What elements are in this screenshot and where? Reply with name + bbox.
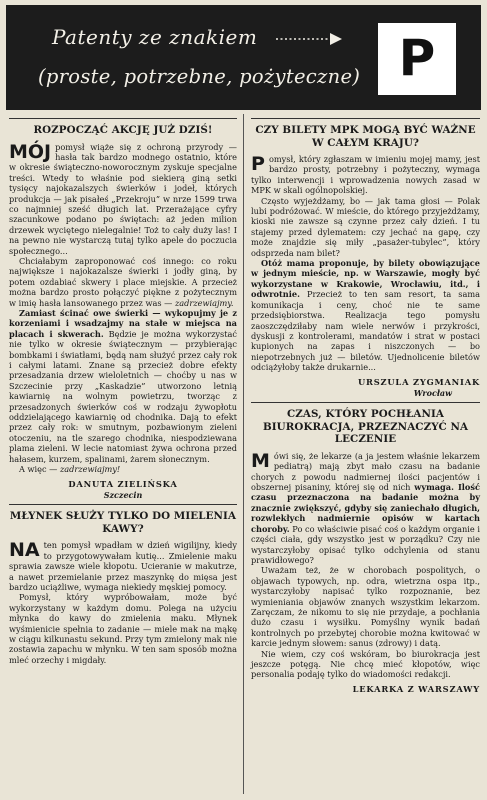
- article-paragraph: Zamiast ścinać owe świerki — wykopujmy je z korzeniami i wsadzajmy na stałe w miejsca na placach i skwerach. Będzie je można wykorzystać nie tylko w okresie świątecznym — przybierając bombkami i światłami, będą nam służyć przez cały rok i całymi latami. Znane są przecież dobre efekty przesadzania drzew wieloletnich — choćby u nas w Szczecinie przy „Kaskadzie” utworzono letnią kawiarnię na wolnym powietrzu, tworząc z przesadzonych świerków coś w rodzaju żywopłotu oddzielającego kawiarnię od chodnika. Dają to efekt przez cały rok: w smutnym, pozbawionym zieleni otoczeniu, na tle szarego chodnika, niespodziewana plama zieleni. W lecie natomiast żywa ochrona przed hałasem, kurzem, spalinami, żarem słonecznym.: [9, 308, 237, 464]
- drop-cap: NA: [9, 539, 40, 562]
- logo-letter: P: [398, 29, 436, 87]
- divider: [9, 504, 237, 505]
- header-title: Patenty ze znakiem: [52, 25, 258, 49]
- header-subtitle: (proste, potrzebne, pożyteczne): [38, 65, 361, 88]
- column-divider: [243, 114, 244, 794]
- article-title-bureaucracy: CZAS, KTÓRY POCHŁANIA BIUROKRACJA, PRZEZNACZYĆ NA LECZENIE: [262, 408, 469, 446]
- patent-logo: [378, 23, 456, 95]
- author-place: Wrocław: [413, 387, 452, 398]
- author-place: Szczecin: [103, 489, 143, 500]
- article-paragraph: Chciałabym zaproponować coś innego: co roku największe i najokazalsze świerki i jodły giną, by potem ozdabiać skwery i place miejskie. A przecież można bardzo prosto połączyć piękne z pożytecznym w imię hasła lansowanego przez was — zadrzewiajmy.: [9, 255, 237, 308]
- drop-cap: P: [251, 153, 265, 175]
- divider: [9, 118, 237, 119]
- header-banner: [6, 5, 481, 110]
- author-signature: DANUTA ZIELIŃSKA: [68, 478, 178, 489]
- article-title-coffee-grinder: MŁYNEK SŁUŻY TYLKO DO MIELENIA KAWY?: [9, 510, 237, 535]
- divider: [251, 402, 480, 403]
- article-paragraph: Otóż mama proponuje, by bilety obowiązujące w jednym mieście, np. w Warszawie, mogły być wykorzystane w Krakowie, Wrocławiu, itd., i odwrotnie. Przecież to ten sam resort, ta sama komunikacja i ceny, choć nie te same przedsiębiorstwa. Realizacja tego pomysłu zaoszczędziłaby nam wiele nerwów i przykrości, dyskusji z kontrolerami, mandatów i strat w postaci kupionych na zapas i niszczonych — bo niepotrzebnych już — biletów. Ujednolicenie biletów odciążyłoby także drukarnie...: [251, 258, 480, 373]
- article-paragraph: Często wyjeżdżamy, bo — jak tama głosi — Polak lubi podróżować. W mieście, do którego przyjeżdżamy, kioski nie zawsze są czynne przez cały dzień. I tu stajemy przed dylematem: czy jechać na gapę, czy może znajdzie się miły „pasażer-tubylec”, który odsprzeda nam bilet?: [251, 195, 480, 258]
- article-paragraph: A więc — zadrzewiajmy!: [19, 464, 121, 475]
- article-paragraph: Pomysł, który wypróbowałam, może być wykorzystany w każdym domu. Polega na użyciu młynka do kawy do zmielenia maku. Młynek wyśmienicie spełnia to zadanie — miele mak na mąkę w ciągu kilkunastu sekund. Przy tym zmielony mak nie zostawia zapachu w młynku. W ten sam sposób można mleć orzechy i migdały.: [9, 592, 237, 665]
- left-column: [9, 114, 237, 665]
- author-signature: LEKARKA Z WARSZAWY: [352, 683, 480, 694]
- author-signature: URSZULA ZYGMANIAK: [358, 376, 480, 387]
- article-paragraph: Uważam też, że w chorobach pospolitych, o objawach typowych, np. odra, wietrzna ospa itp., wystarczyłoby napisać tylko rozpoznanie, bez wymieniania objawów znanych wszystkim lekarzom. Zaręczam, że nikomu to się nie przydaje, a pochłania dużo czasu i wysiłku. Pomyślny wynik badań kontrolnych po przebytej chorobie można kwitować w karcie jednym słowem: sanus (zdrowy) i datą.: [251, 565, 480, 649]
- drop-cap: MÓJ: [9, 140, 52, 163]
- divider: [251, 118, 480, 119]
- drop-cap: M: [251, 449, 270, 472]
- article-paragraph: Mówi się, że lekarze (a ja jestem właśnie lekarzem pediatrą) mają zbyt mało czasu na badanie chorych z powodu nadmiernej ilości pacjentów i obszernej pisaniny, której się od nich wymaga. Ilość czasu przeznaczona na badanie można by znacznie zwiększyć, gdyby się zaniechało długich, rozwlekłych nadmiernie opisów w kartach choroby. Po co właściwie pisać coś o każdym organie i części ciała, gdy wszystko jest w porządku? Czy nie wystarczyłoby opisać tylko odchylenia od stanu prawidłowego?: [251, 449, 480, 565]
- arrow-icon: [274, 31, 344, 47]
- article-title-tickets: CZY BILETY MPK MOGĄ BYĆ WAŻNE W CAŁYM KRAJU?: [255, 124, 476, 149]
- article-paragraph: Pomysł, który zgłaszam w imieniu mojej mamy, jest bardzo prosty, potrzebny i pożyteczny, wymaga tylko interwencji i wprowadzenia nowych zasad w MPK w skali ogólnopolskiej.: [251, 153, 480, 196]
- article-paragraph: NA ten pomysł wpadłam w dzień wigilijny, kiedy to przygotowywałam kutię... Zmielenie maku sprawia zawsze wiele kłopotu. Ucieranie w makutrze, a nawet przemielanie przez maszynkę do mięsa jest bardzo uciążliwe, wymaga niekiedy męskiej pomocy.: [9, 539, 237, 592]
- right-column: [251, 114, 480, 694]
- article-paragraph: Nie wiem, czy coś wskóram, bo biurokracja jest jeszcze potęgą. Nie chcę mieć kłopotów, więc personalia podaję tylko do wiadomości redakcji.: [251, 648, 480, 680]
- article-paragraph: MÓJ pomysł wiąże się z ochroną przyrody — hasła tak bardzo modnego ostatnio, które w okresie świąteczno-noworocznym zyskuje specjalne treści. Wtedy to właśnie pod siekierą giną setki tysięcy najokazalszych świerków i jodeł, których produkcja — jak pisałeś „Przekroju” w nrze 1599 trwa co najmniej sześć długich lat. Przerażające cyfry szacunkowe podano po świętach: aż jeden milion drzewek wyciętego nielegalnie! Toż to cały duży las! I na pewno nie wystarczą tutaj tylko apele do poczucia społecznego...: [9, 140, 237, 256]
- article-title-tree-action: ROZPOCZĄĆ AKCJĘ JUŻ DZIŚ!: [33, 124, 213, 136]
